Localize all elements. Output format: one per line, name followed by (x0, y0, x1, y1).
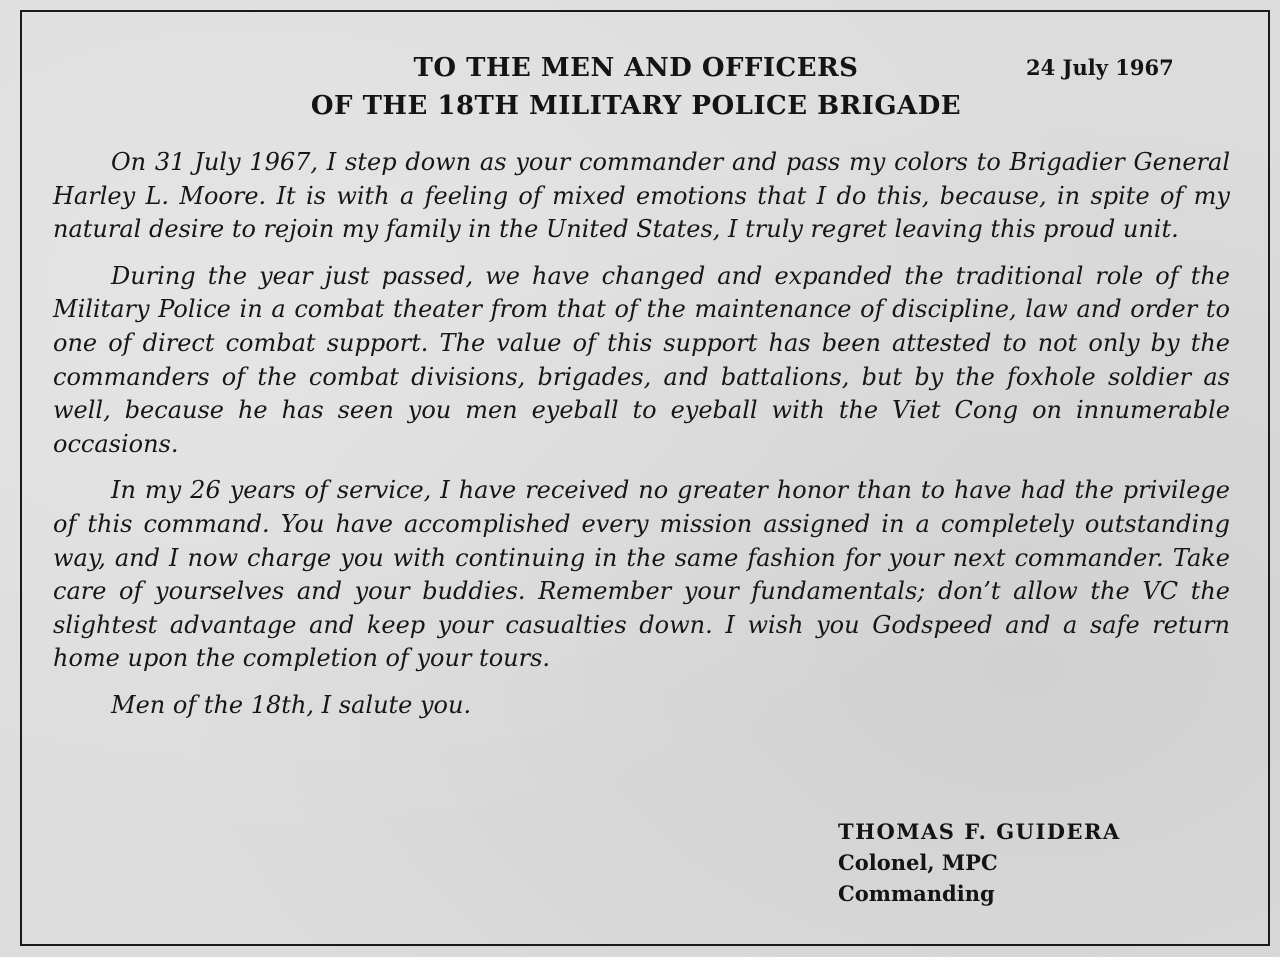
letter-date: 24 July 1967 (1026, 55, 1174, 80)
signature-name: THOMAS F. GUIDERA (838, 819, 1121, 844)
letter-title-line-2: OF THE 18TH MILITARY POLICE BRIGADE (310, 91, 962, 121)
signature-rank: Colonel, MPC (838, 850, 998, 875)
paragraph-4: Men of the 18th, I salute you. (111, 690, 472, 719)
letter-title-line-1: TO THE MEN AND OFFICERS (413, 53, 859, 83)
signature-block (838, 816, 1121, 909)
paragraph-1: On 31 July 1967, I step down as your commander and pass my colors to Brigadier General Harley L. Moore. It is with a feeling of mixed emotions that I do this, because, in spite of my natural desire to rejoin my family in the United States, I truly regret leaving this proud unit. (53, 148, 1230, 244)
signature-role: Commanding (838, 881, 995, 906)
paragraph-2: During the year just passed, we have changed and expanded the traditional role of the Military Police in a combat theater from that of the maintenance of discipline, law and order to one of direct combat support. The value of this support has been attested to not only by the commanders of the combat divisions, brigades, and battalions, but by the foxhole soldier as well, because he has seen you men eyeball to eyeball with the Viet Cong on innumerable occasions. (53, 261, 1230, 458)
paragraph-3: In my 26 years of service, I have received no greater honor than to have had the privilege of this command. You have accomplished every mission assigned in a completely outstanding way, and I now charge you with continuing in the same fashion for your next commander. Take care of yourselves and your buddies. Remember your fundamentals; don’t allow the VC the slightest advantage and keep your casualties down. I wish you Godspeed and a safe return home upon the completion of your tours. (53, 476, 1230, 673)
letter-body (53, 146, 1230, 736)
